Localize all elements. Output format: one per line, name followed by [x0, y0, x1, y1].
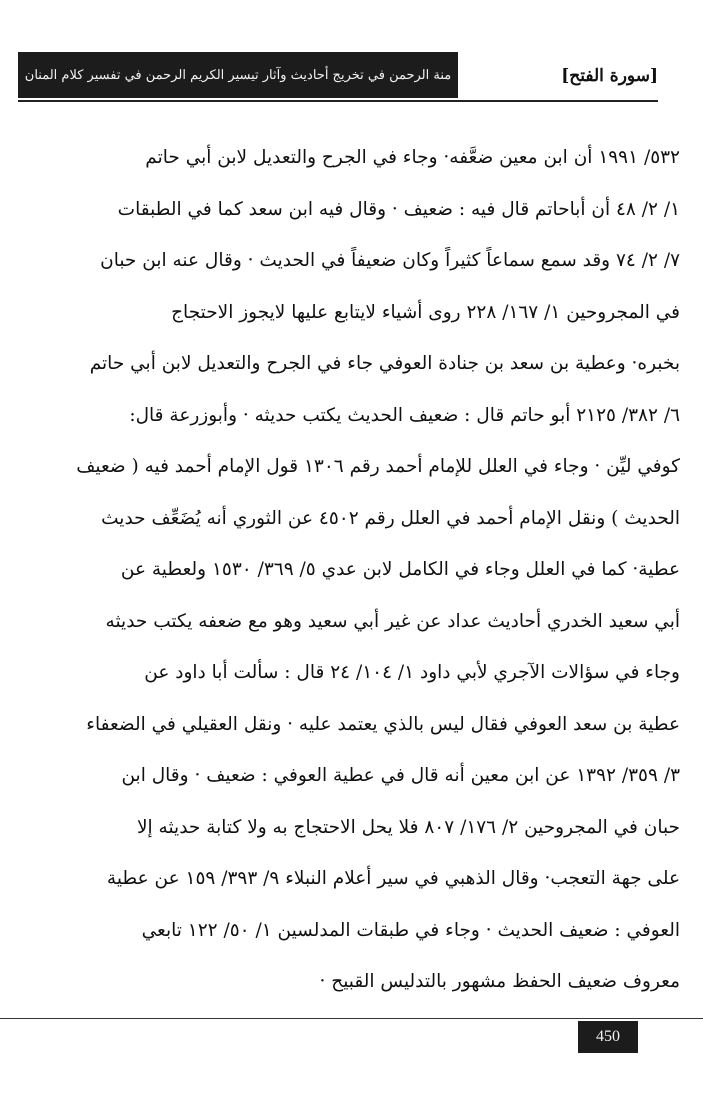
text-line: أبي سعيد الخدري أحاديث عداد عن غير أبي سعيد وهو مع ضعفه يكتب حديثه — [105, 610, 680, 632]
text-line-last: معروف ضعيف الحفظ مشهور بالتدليس القبيح · — [319, 971, 680, 992]
header-divider — [18, 100, 658, 102]
page-header — [18, 52, 658, 98]
text-line: ٦/ ٣٨٢/ ٢١٢٥ أبو حاتم قال : ضعيف الحديث يكتب حديثه · وأبوزرعة قال: — [129, 404, 680, 426]
text-line: في المجروحين ١/ ١٦٧/ ٢٢٨ روى أشياء لايتابع عليها لايجوز الاحتجاج — [171, 301, 680, 323]
text-line: الحديث ) ونقل الإمام أحمد في العلل رقم ٤٥٠٢ عن الثوري أنه يُضَعِّف حديث — [101, 507, 680, 529]
text-line: ١/ ٢/ ٤٨ أن أباحاتم قال فيه : ضعيف · وقال فيه ابن سعد كما في الطبقات — [117, 198, 680, 220]
text-line: ٧/ ٢/ ٧٤ وقد سمع سماعاً كثيراً وكان ضعيفاً في الحديث · وقال عنه ابن حبان — [100, 250, 680, 271]
text-line: عطية بن سعد العوفي فقال ليس بالذي يعتمد عليه · ونقل العقيلي في الضعفاء — [86, 713, 680, 735]
text-line: حبان في المجروحين ٢/ ١٧٦/ ٨٠٧ فلا يحل الاحتجاج به ولا كتابة حديثه إلا — [136, 816, 680, 838]
surah-label: [سورة الفتح] — [561, 66, 658, 86]
body-text — [14, 132, 680, 1008]
text-line: وجاء في سؤالات الآجري لأبي داود ١/ ١٠٤/ ٢٤ قال : سألت أبا داود عن — [144, 662, 680, 683]
book-title: منة الرحمن في تخريج أحاديث وآثار تيسير الكريم الرحمن في تفسير كلام المنان — [24, 67, 452, 83]
page-number: 450 — [578, 1021, 638, 1053]
text-line: على جهة التعجب· وقال الذهبي في سير أعلام النبلاء ٩/ ٣٩٣/ ١٥٩ عن عطية — [106, 868, 680, 889]
text-line: عطية· كما في العلل وجاء في الكامل لابن عدي ٥/ ٣٦٩/ ١٥٣٠ ولعطية عن — [120, 559, 680, 580]
text-line: كوفي ليِّن · وجاء في العلل للإمام أحمد رقم ١٣٠٦ قول الإمام أحمد فيه ( ضعيف — [76, 456, 680, 477]
text-line: ٥٣٢/ ١٩٩١ أن ابن معين ضعَّفه· وجاء في الجرح والتعديل لابن أبي حاتم — [145, 147, 680, 168]
book-title-banner — [18, 52, 458, 98]
text-line: بخبره· وعطية بن سعد بن جنادة العوفي جاء في الجرح والتعديل لابن أبي حاتم — [89, 353, 680, 374]
footer-divider — [0, 1018, 703, 1019]
text-line: ٣/ ٣٥٩/ ١٣٩٢ عن ابن معين أنه قال في عطية العوفي : ضعيف · وقال ابن — [121, 765, 680, 786]
text-line: العوفي : ضعيف الحديث · وجاء في طبقات المدلسين ١/ ٥٠/ ١٢٢ تابعي — [141, 919, 680, 941]
